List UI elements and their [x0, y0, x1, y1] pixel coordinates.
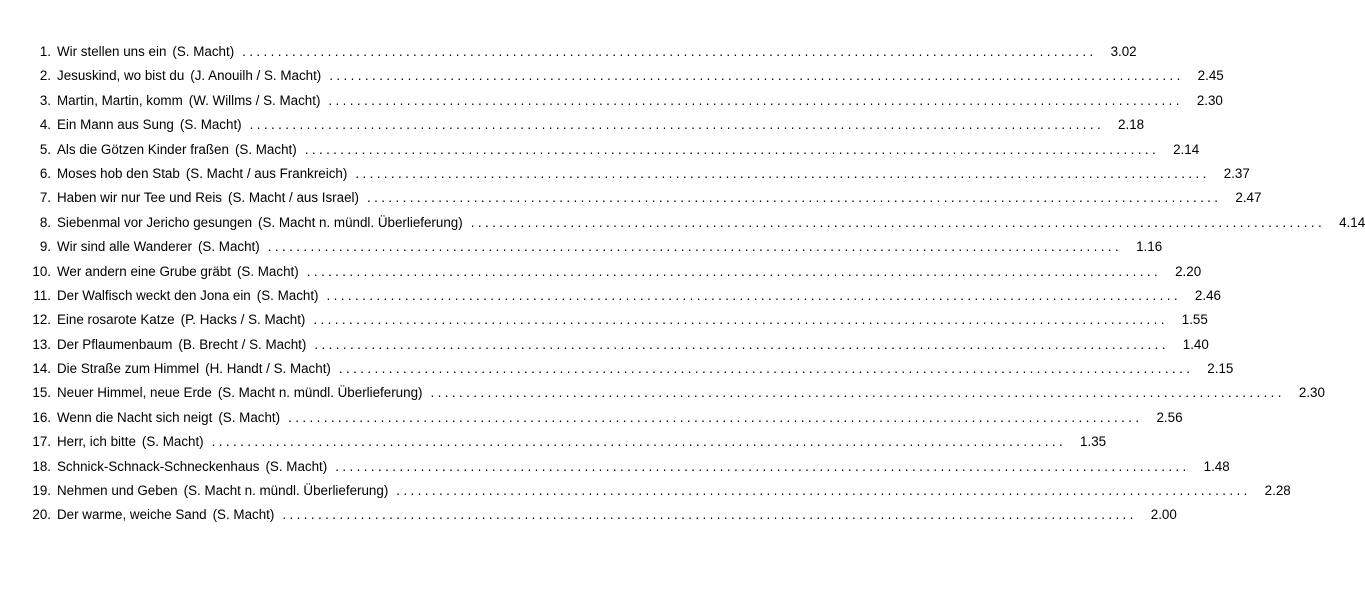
- track-title: Wir sind alle Wanderer: [57, 239, 192, 255]
- track-credit: (S. Macht): [141, 434, 204, 450]
- dot-leader: ........................................................................................................................: [328, 92, 1183, 108]
- track-credit: (S. Macht / aus Frankreich): [185, 165, 348, 181]
- track-number: 1.: [39, 44, 51, 59]
- track-row: [26, 138, 1200, 162]
- track-row: [26, 284, 1221, 308]
- track-credit: (S. Macht): [218, 409, 281, 425]
- dot-leader: ........................................................................................................................: [249, 117, 1105, 133]
- track-credit: (S. Macht n. mündl. Überlieferung): [217, 385, 423, 401]
- track-number: 3.: [39, 92, 51, 108]
- track-title: Ein Mann aus Sung: [57, 117, 174, 133]
- track-duration: 2.00: [1150, 507, 1177, 523]
- track-row: [26, 503, 1177, 527]
- track-number: 7.: [39, 190, 51, 206]
- track-title: Wir stellen uns ein: [57, 44, 167, 59]
- track-row: [26, 186, 1262, 210]
- track-credit: (S. Macht): [256, 287, 319, 303]
- track-row: [26, 406, 1183, 430]
- track-row: [26, 357, 1234, 381]
- track-duration: 1.35: [1080, 434, 1107, 450]
- track-title: Jesuskind, wo bist du: [57, 68, 185, 84]
- track-title: Der Pflaumenbaum: [57, 336, 173, 352]
- track-row: [26, 162, 1250, 186]
- track-credit: (S. Macht n. mündl. Überlieferung): [258, 214, 463, 230]
- track-number: 9.: [39, 239, 51, 255]
- dot-leader: ........................................................................................................................: [211, 434, 1067, 450]
- track-number: 12.: [32, 312, 51, 328]
- track-title: Die Straße zum Himmel: [57, 361, 200, 377]
- track-duration: 3.02: [1110, 44, 1137, 59]
- dot-leader: ........................................................................................................................: [355, 165, 1210, 181]
- track-duration: 2.56: [1156, 409, 1183, 425]
- track-title: Als die Götzen Kinder fraßen: [57, 141, 229, 157]
- dot-leader: ........................................................................................................................: [242, 44, 1097, 59]
- track-credit: (J. Anouilh / S. Macht): [190, 68, 322, 84]
- track-title: Wenn die Nacht sich neigt: [57, 409, 213, 425]
- track-duration: 2.28: [1264, 483, 1291, 499]
- dot-leader: ........................................................................................................................: [304, 141, 1160, 157]
- track-row: [26, 308, 1208, 332]
- track-row: [26, 40, 1137, 64]
- track-credit: (P. Hacks / S. Macht): [180, 312, 306, 328]
- track-credit: (S. Macht): [197, 239, 260, 255]
- dot-leader: ........................................................................................................................: [306, 263, 1162, 279]
- track-row: [26, 333, 1209, 357]
- track-title: Neuer Himmel, neue Erde: [57, 385, 212, 401]
- track-number: 10.: [32, 263, 51, 279]
- track-duration: 2.46: [1194, 287, 1221, 303]
- track-number: 18.: [32, 458, 51, 474]
- track-number: 17.: [32, 434, 51, 450]
- track-credit: (B. Brecht / S. Macht): [178, 336, 307, 352]
- track-number: 4.: [39, 117, 51, 133]
- track-number: 19.: [32, 483, 51, 499]
- track-duration: 2.14: [1173, 141, 1200, 157]
- track-list: [26, 40, 1365, 528]
- track-credit: (S. Macht): [179, 117, 242, 133]
- track-row: [26, 113, 1145, 137]
- track-duration: 2.47: [1235, 190, 1262, 206]
- track-credit: (S. Macht): [265, 458, 328, 474]
- track-row: [26, 479, 1291, 503]
- track-credit: (S. Macht): [234, 141, 297, 157]
- track-number: 6.: [39, 165, 51, 181]
- track-credit: (S. Macht): [172, 44, 235, 59]
- track-title: Moses hob den Stab: [57, 165, 180, 181]
- track-row: [26, 260, 1202, 284]
- track-credit: (H. Handt / S. Macht): [205, 361, 331, 377]
- track-title: Eine rosarote Katze: [57, 312, 175, 328]
- track-duration: 2.30: [1196, 92, 1223, 108]
- track-number: 20.: [32, 507, 51, 523]
- track-duration: 2.15: [1207, 361, 1234, 377]
- dot-leader: ........................................................................................................................: [313, 312, 1168, 328]
- track-number: 14.: [32, 361, 51, 377]
- track-number: 5.: [39, 141, 51, 157]
- track-number: 11.: [33, 287, 51, 303]
- dot-leader: ........................................................................................................................: [314, 336, 1169, 352]
- track-title: Herr, ich bitte: [57, 434, 136, 450]
- track-title: Haben wir nur Tee und Reis: [57, 190, 222, 206]
- dot-leader: ........................................................................................................................: [396, 483, 1251, 499]
- track-row: [26, 235, 1163, 259]
- dot-leader: ........................................................................................................................: [329, 68, 1184, 84]
- track-title: Martin, Martin, komm: [57, 92, 183, 108]
- track-number: 16.: [32, 409, 51, 425]
- track-row: [26, 64, 1224, 88]
- track-row: [26, 381, 1325, 405]
- dot-leader: ........................................................................................................................: [335, 458, 1190, 474]
- track-duration: 4.14: [1339, 214, 1365, 230]
- track-row: [26, 430, 1107, 454]
- track-credit: (S. Macht): [212, 507, 275, 523]
- track-credit: (W. Willms / S. Macht): [188, 92, 321, 108]
- track-credit: (S. Macht n. mündl. Überlieferung): [183, 483, 389, 499]
- track-duration: 1.16: [1136, 239, 1163, 255]
- track-row: [26, 455, 1230, 479]
- track-number: 15.: [32, 385, 51, 401]
- track-row: [26, 89, 1223, 113]
- track-title: Der warme, weiche Sand: [57, 507, 207, 523]
- track-duration: 1.40: [1182, 336, 1209, 352]
- track-duration: 2.18: [1118, 117, 1145, 133]
- track-title: Der Walfisch weckt den Jona ein: [57, 287, 251, 303]
- dot-leader: ........................................................................................................................: [470, 214, 1326, 230]
- track-number: 2.: [39, 68, 51, 84]
- dot-leader: ........................................................................................................................: [288, 409, 1143, 425]
- dot-leader: ........................................................................................................................: [326, 287, 1181, 303]
- dot-leader: ........................................................................................................................: [282, 507, 1137, 523]
- track-duration: 1.48: [1203, 458, 1230, 474]
- track-duration: 2.30: [1298, 385, 1325, 401]
- track-duration: 2.20: [1175, 263, 1202, 279]
- track-duration: 2.45: [1197, 68, 1224, 84]
- dot-leader: ........................................................................................................................: [338, 361, 1194, 377]
- track-credit: (S. Macht / aus Israel): [228, 190, 359, 206]
- track-title: Nehmen und Geben: [57, 483, 178, 499]
- track-duration: 2.37: [1223, 165, 1250, 181]
- track-duration: 1.55: [1181, 312, 1208, 328]
- dot-leader: ........................................................................................................................: [366, 190, 1222, 206]
- track-title: Schnick-Schnack-Schneckenhaus: [57, 458, 260, 474]
- track-title: Wer andern eine Grube gräbt: [57, 263, 231, 279]
- track-number: 13.: [32, 336, 51, 352]
- track-title: Siebenmal vor Jericho gesungen: [57, 214, 253, 230]
- dot-leader: ........................................................................................................................: [267, 239, 1123, 255]
- track-number: 8.: [39, 214, 51, 230]
- track-row: [26, 211, 1365, 235]
- dot-leader: ........................................................................................................................: [430, 385, 1285, 401]
- track-credit: (S. Macht): [236, 263, 299, 279]
